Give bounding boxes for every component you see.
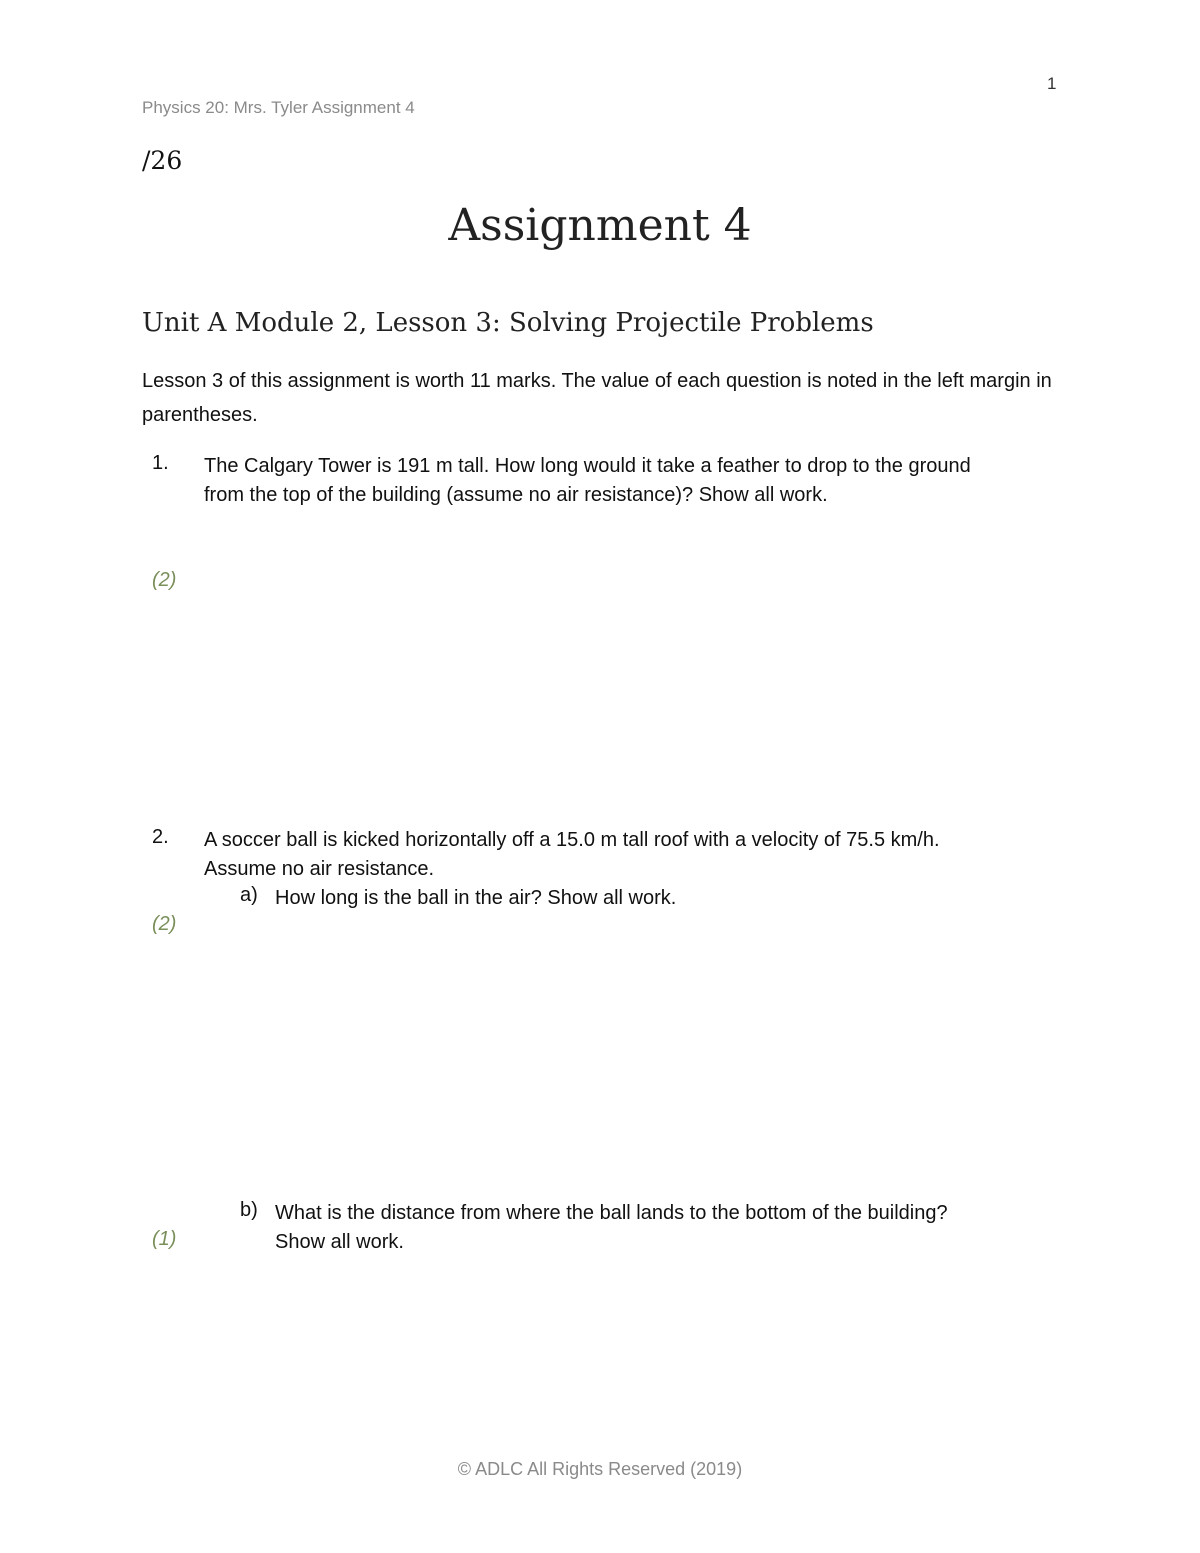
part-marks: (1) [152, 1228, 177, 1250]
part-label: b) [240, 1199, 258, 1221]
question-number: 2. [152, 826, 169, 848]
question-number: 1. [152, 452, 169, 474]
question-text: The Calgary Tower is 191 m tall. How long would it take a feather to drop to the ground from the top of the building (assume no air resistance)? Show all work. [204, 455, 971, 506]
page-title: Assignment 4 [448, 200, 752, 251]
question-marks: (2) [152, 569, 177, 591]
copyright-footer: © ADLC All Rights Reserved (2019) [457, 1459, 743, 1479]
part-marks: (2) [152, 913, 177, 935]
part-label: a) [240, 884, 258, 906]
part-text: What is the distance from where the ball lands to the bottom of the building? Show all work. [275, 1202, 948, 1253]
part-text: How long is the ball in the air? Show all work. [275, 887, 677, 909]
score-total: /26 [142, 146, 183, 175]
intro-paragraph: Lesson 3 of this assignment is worth 11 marks. The value of each question is noted in the left margin in parentheses. [142, 370, 1052, 426]
course-header: Physics 20: Mrs. Tyler Assignment 4 [142, 98, 415, 117]
lesson-subtitle: Unit A Module 2, Lesson 3: Solving Projectile Problems [142, 308, 874, 338]
page-number: 1 [1047, 74, 1057, 93]
question-text: A soccer ball is kicked horizontally off a 15.0 m tall roof with a velocity of 75.5 km/h. Assume no air resistance. [204, 829, 940, 880]
